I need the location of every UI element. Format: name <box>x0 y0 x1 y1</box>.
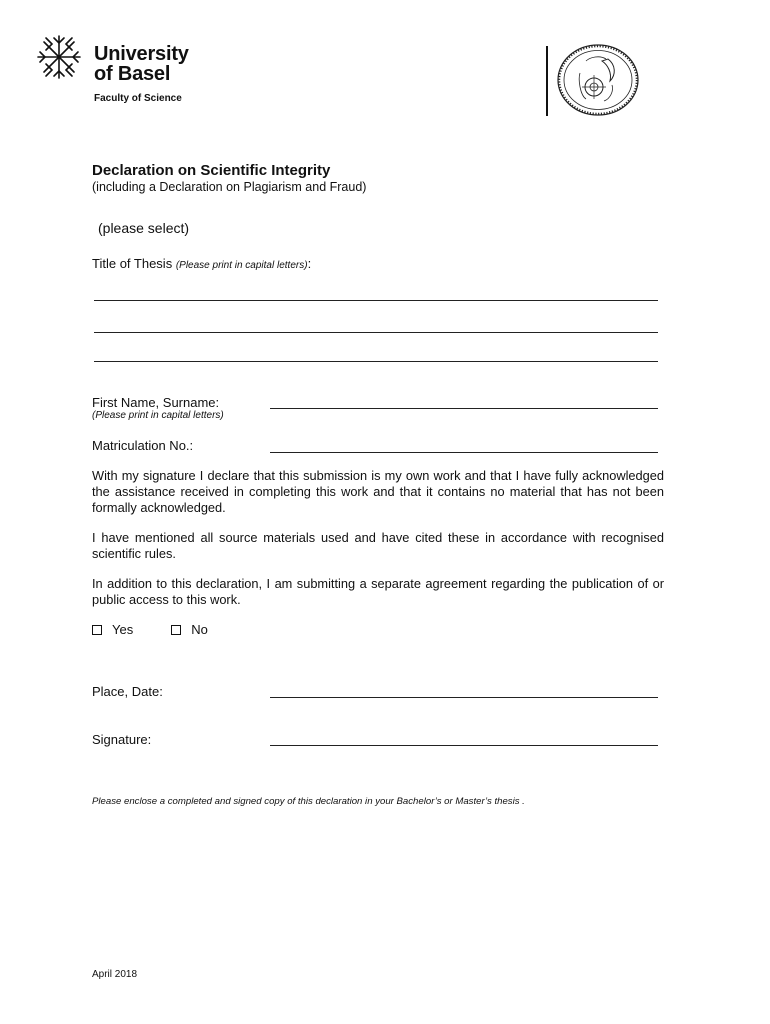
thesis-title-hint: (Please print in capital letters) <box>175 260 308 271</box>
faculty-name: Faculty of Science <box>94 93 182 104</box>
name-hint: (Please print in capital letters) <box>92 410 224 421</box>
enclosure-note: Please enclose a completed and signed copy of this declaration in your Bachelor’s or Master’s thesis . <box>92 796 525 807</box>
signature-label: Signature: <box>92 732 152 747</box>
thesis-type-select[interactable]: (please select) <box>98 220 190 236</box>
thesis-title-line-2[interactable] <box>94 332 658 333</box>
university-logo-icon <box>36 34 82 80</box>
place-date-field[interactable] <box>270 697 658 698</box>
yes-label: Yes <box>112 622 134 637</box>
thesis-title-label <box>92 256 311 271</box>
document-subtitle: (including a Declaration on Plagiarism and Fraud) <box>92 180 367 194</box>
publication-options <box>92 622 208 637</box>
thesis-title-colon: : <box>307 256 312 271</box>
signature-field[interactable] <box>270 745 658 746</box>
name-field[interactable] <box>270 408 658 409</box>
university-name: University of Basel <box>94 43 189 85</box>
thesis-title-line-3[interactable] <box>94 361 658 362</box>
thesis-title-label-text: Title of Thesis <box>92 256 173 271</box>
matriculation-field[interactable] <box>270 452 658 453</box>
declaration-paragraph-3: In addition to this declaration, I am submitting a separate agreement regarding the publication of or public access to this work. <box>92 576 664 607</box>
option-yes[interactable] <box>92 622 133 637</box>
no-label: No <box>191 622 208 637</box>
option-no[interactable] <box>171 622 208 637</box>
matriculation-label: Matriculation No.: <box>92 438 194 453</box>
thesis-title-line-1[interactable] <box>94 300 658 301</box>
declaration-paragraph-2: I have mentioned all source materials used and have cited these in accordance with recognised scientific rules. <box>92 530 664 561</box>
university-seal-icon <box>556 43 640 117</box>
header-divider <box>546 46 548 116</box>
document-title: Declaration on Scientific Integrity <box>92 162 331 179</box>
document-date: April 2018 <box>92 969 138 980</box>
yes-checkbox[interactable] <box>92 625 102 635</box>
place-date-label: Place, Date: <box>92 684 163 699</box>
no-checkbox[interactable] <box>171 625 181 635</box>
name-label: First Name, Surname: <box>92 395 220 410</box>
declaration-paragraph-1: With my signature I declare that this submission is my own work and that I have fully acknowledged the assistance received in completing this work and that it contains no material that has not been formally acknowledged. <box>92 468 664 515</box>
